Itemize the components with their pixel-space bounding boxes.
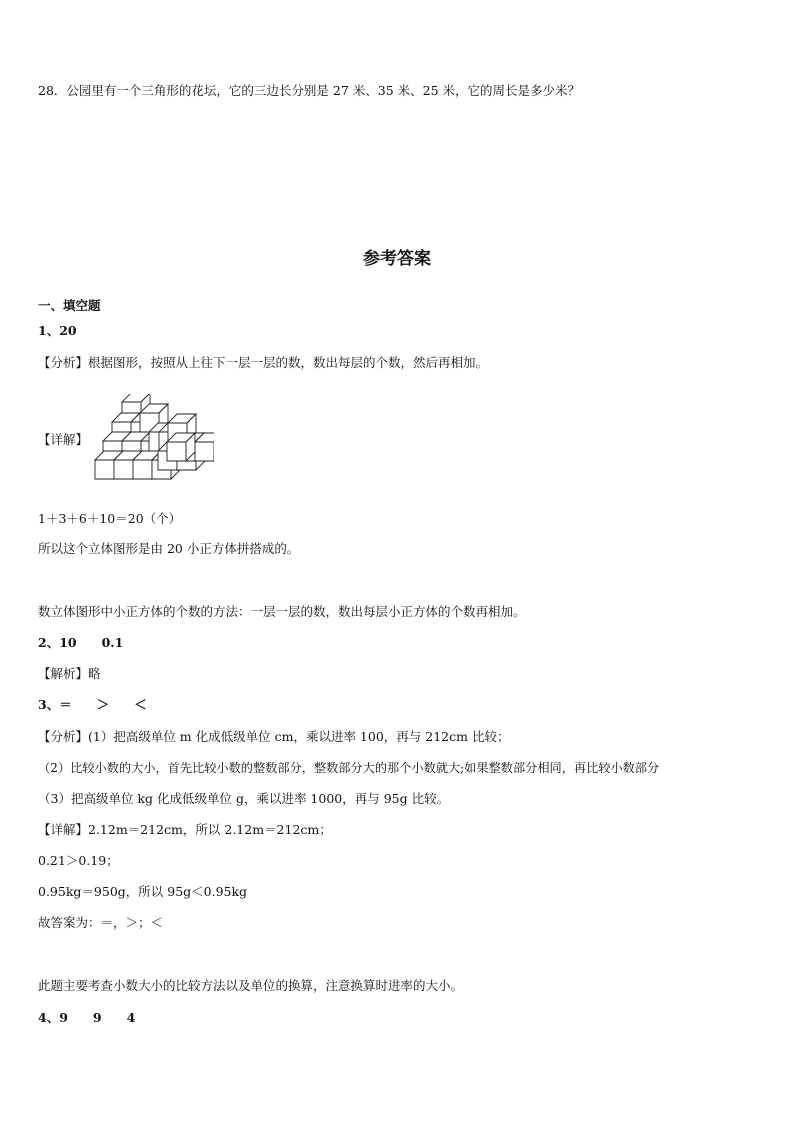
answer-3-analysis-3: （3）把高级单位 kg 化成低级单位 g，乘以进率 1000，再与 95g 比较。	[38, 791, 450, 806]
answer-2-analysis: 【解析】略	[38, 666, 101, 681]
answer-3-number: 3、＝ ＞ ＜	[38, 697, 147, 712]
answer-3-detail-1: 【详解】2.12m＝212cm，所以 2.12m＝212cm；	[38, 822, 332, 837]
cube-stack-figure	[92, 394, 214, 494]
answer-1-equation: 1＋3＋6＋10＝20（个）	[38, 511, 182, 526]
answer-1-method: 数立体图形中小正方体的个数的方法：一层一层的数，数出每层小正方体的个数再相加。	[38, 604, 526, 619]
answer-1-detail-label: 【详解】	[38, 432, 89, 447]
answer-3-summary: 此题主要考查小数大小的比较方法以及单位的换算，注意换算时进率的大小。	[38, 978, 464, 993]
answer-3-analysis-1: 【分析】(1）把高级单位 m 化成低级单位 cm，乘以进率 100，再与 212cm 比较；	[38, 729, 510, 744]
cube-19	[167, 433, 195, 461]
answer-3-detail-3: 0.95kg＝950g，所以 95g＜0.95kg	[38, 884, 248, 899]
section-fill-blank: 一、填空题	[38, 298, 101, 313]
answer-1-conclusion: 所以这个立体图形是由 20 小正方体拼搭成的。	[38, 541, 300, 556]
answer-3-final: 故答案为：＝，＞；＜	[38, 915, 164, 930]
answers-title: 参考答案	[363, 249, 431, 269]
question-28: 28．公园里有一个三角形的花坛，它的三边长分别是 27 米、35 米、25 米，它的周长是多少米？	[38, 83, 581, 98]
answer-1-analysis: 【分析】根据图形，按照从上往下一层一层的数，数出每层的个数，然后再相加。	[38, 355, 489, 370]
answer-4-number: 4、9 9 4	[38, 1010, 136, 1025]
answer-3-analysis-2: （2）比较小数的大小，首先比较小数的整数部分，整数部分大的那个小数就大;如果整数部分相同，再比较小数部分	[38, 761, 660, 775]
answer-3-detail-2: 0.21＞0.19；	[38, 853, 119, 868]
answer-2-number: 2、10 0.1	[38, 635, 124, 650]
answer-1-number: 1、20	[38, 323, 77, 338]
